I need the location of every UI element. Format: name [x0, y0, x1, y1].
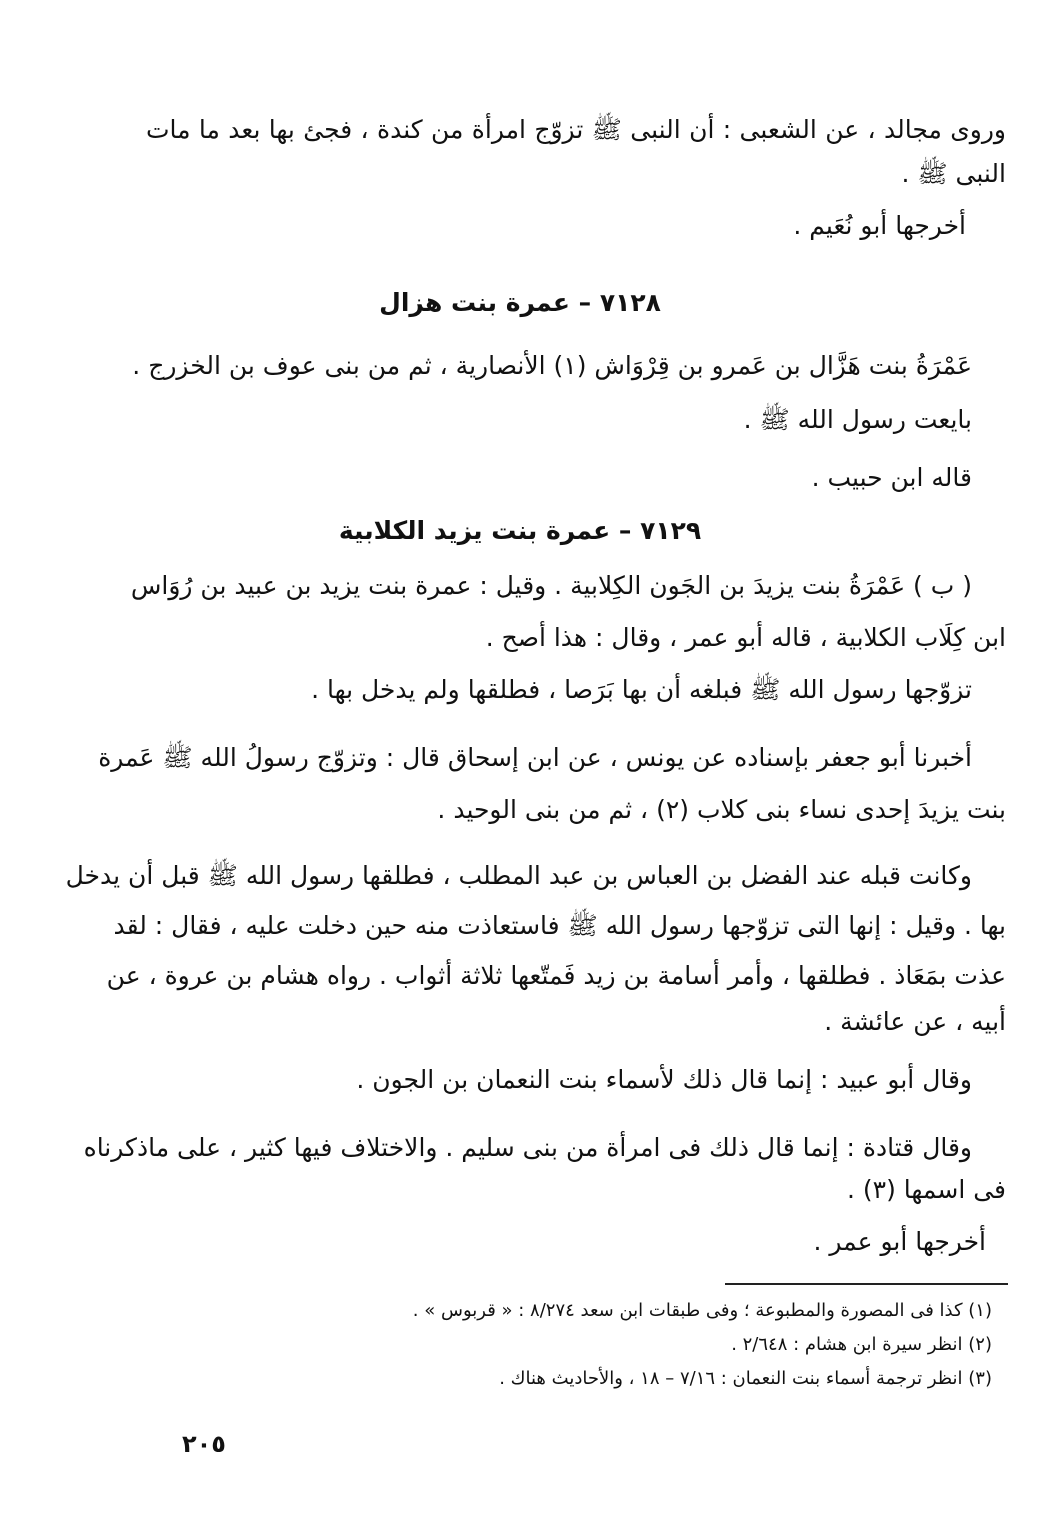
text-line: أبيه ، عن عائشة .	[824, 1007, 1006, 1036]
page-number: ٢٠٥	[182, 1430, 226, 1458]
text-line: فى اسمها (٣) .	[846, 1175, 1006, 1204]
footnote: (١) كذا فى المصورة والمطبوعة ؛ وفى طبقات ابن سعد ٨/٢٧٤ : « قربوس » .	[412, 1300, 992, 1321]
text-line: وروى مجالد ، عن الشعبى : أن النبى ﷺ تزوّج امرأة من كندة ، فجئ بها بعد ما مات	[146, 115, 1006, 144]
text-line: عذت بمَعَاذ . فطلقها ، وأمر أسامة بن زيد فَمتّعها ثلاثة أثواب . رواه هشام بن عروة ، عن	[106, 961, 1006, 990]
text-line: تزوّجها رسول الله ﷺ فبلغه أن بها بَرَصا ، فطلقها ولم يدخل بها .	[311, 675, 972, 704]
text-line: وقال أبو عبيد : إنما قال ذلك لأسماء بنت النعمان بن الجون .	[356, 1065, 972, 1094]
text-line: بها . وقيل : إنها التى تزوّجها رسول الله ﷺ فاستعاذت منه حين دخلت عليه ، فقال : لقد	[113, 911, 1006, 940]
text-line: أخرجها أبو نُعَيم .	[793, 211, 966, 240]
footnote: (٢) انظر سيرة ابن هشام : ٢/٦٤٨ .	[731, 1334, 992, 1355]
text-line: أخبرنا أبو جعفر بإسناده عن يونس ، عن ابن إسحاق قال : وتزوّج رسولُ الله ﷺ عَمرة	[98, 743, 972, 772]
text-line: النبى ﷺ .	[901, 159, 1006, 188]
text-line: ( ب ) عَمْرَةُ بنت يزيدَ بن الجَون الكِلابية . وقيل : عمرة بنت يزيد بن عبيد بن رُوَاس	[130, 571, 972, 600]
text-line: بايعت رسول الله ﷺ .	[743, 405, 972, 434]
footnote-rule	[725, 1283, 1008, 1285]
text-line: وكانت قبله عند الفضل بن العباس بن عبد المطلب ، فطلقها رسول الله ﷺ قبل أن يدخل	[65, 861, 972, 890]
text-line: وقال قتادة : إنما قال ذلك فى امرأة من بنى سليم . والاختلاف فيها كثير ، على ماذكرناه	[83, 1133, 972, 1162]
footnote: (٣) انظر ترجمة أسماء بنت النعمان : ٧/١٦ – ١٨ ، والأحاديث هناك .	[499, 1368, 992, 1389]
text-line: بنت يزيدَ إحدى نساء بنى كلاب (٢) ، ثم من بنى الوحيد .	[437, 795, 1006, 824]
entry-heading: ٧١٢٩ – عمرة بنت يزيد الكلابية	[338, 516, 702, 545]
text-line: أخرجها أبو عمر .	[813, 1227, 986, 1256]
text-line: ابن كِلَاب الكلابية ، قاله أبو عمر ، وقال : هذا أصح .	[485, 623, 1006, 652]
text-line: عَمْرَةُ بنت هَزَّال بن عَمرو بن قِرْوَاش (١) الأنصارية ، ثم من بنى عوف بن الخزرج .	[132, 351, 972, 380]
entry-heading: ٧١٢٨ – عمرة بنت هزال	[379, 288, 661, 317]
text-line: قاله ابن حبيب .	[811, 463, 972, 492]
